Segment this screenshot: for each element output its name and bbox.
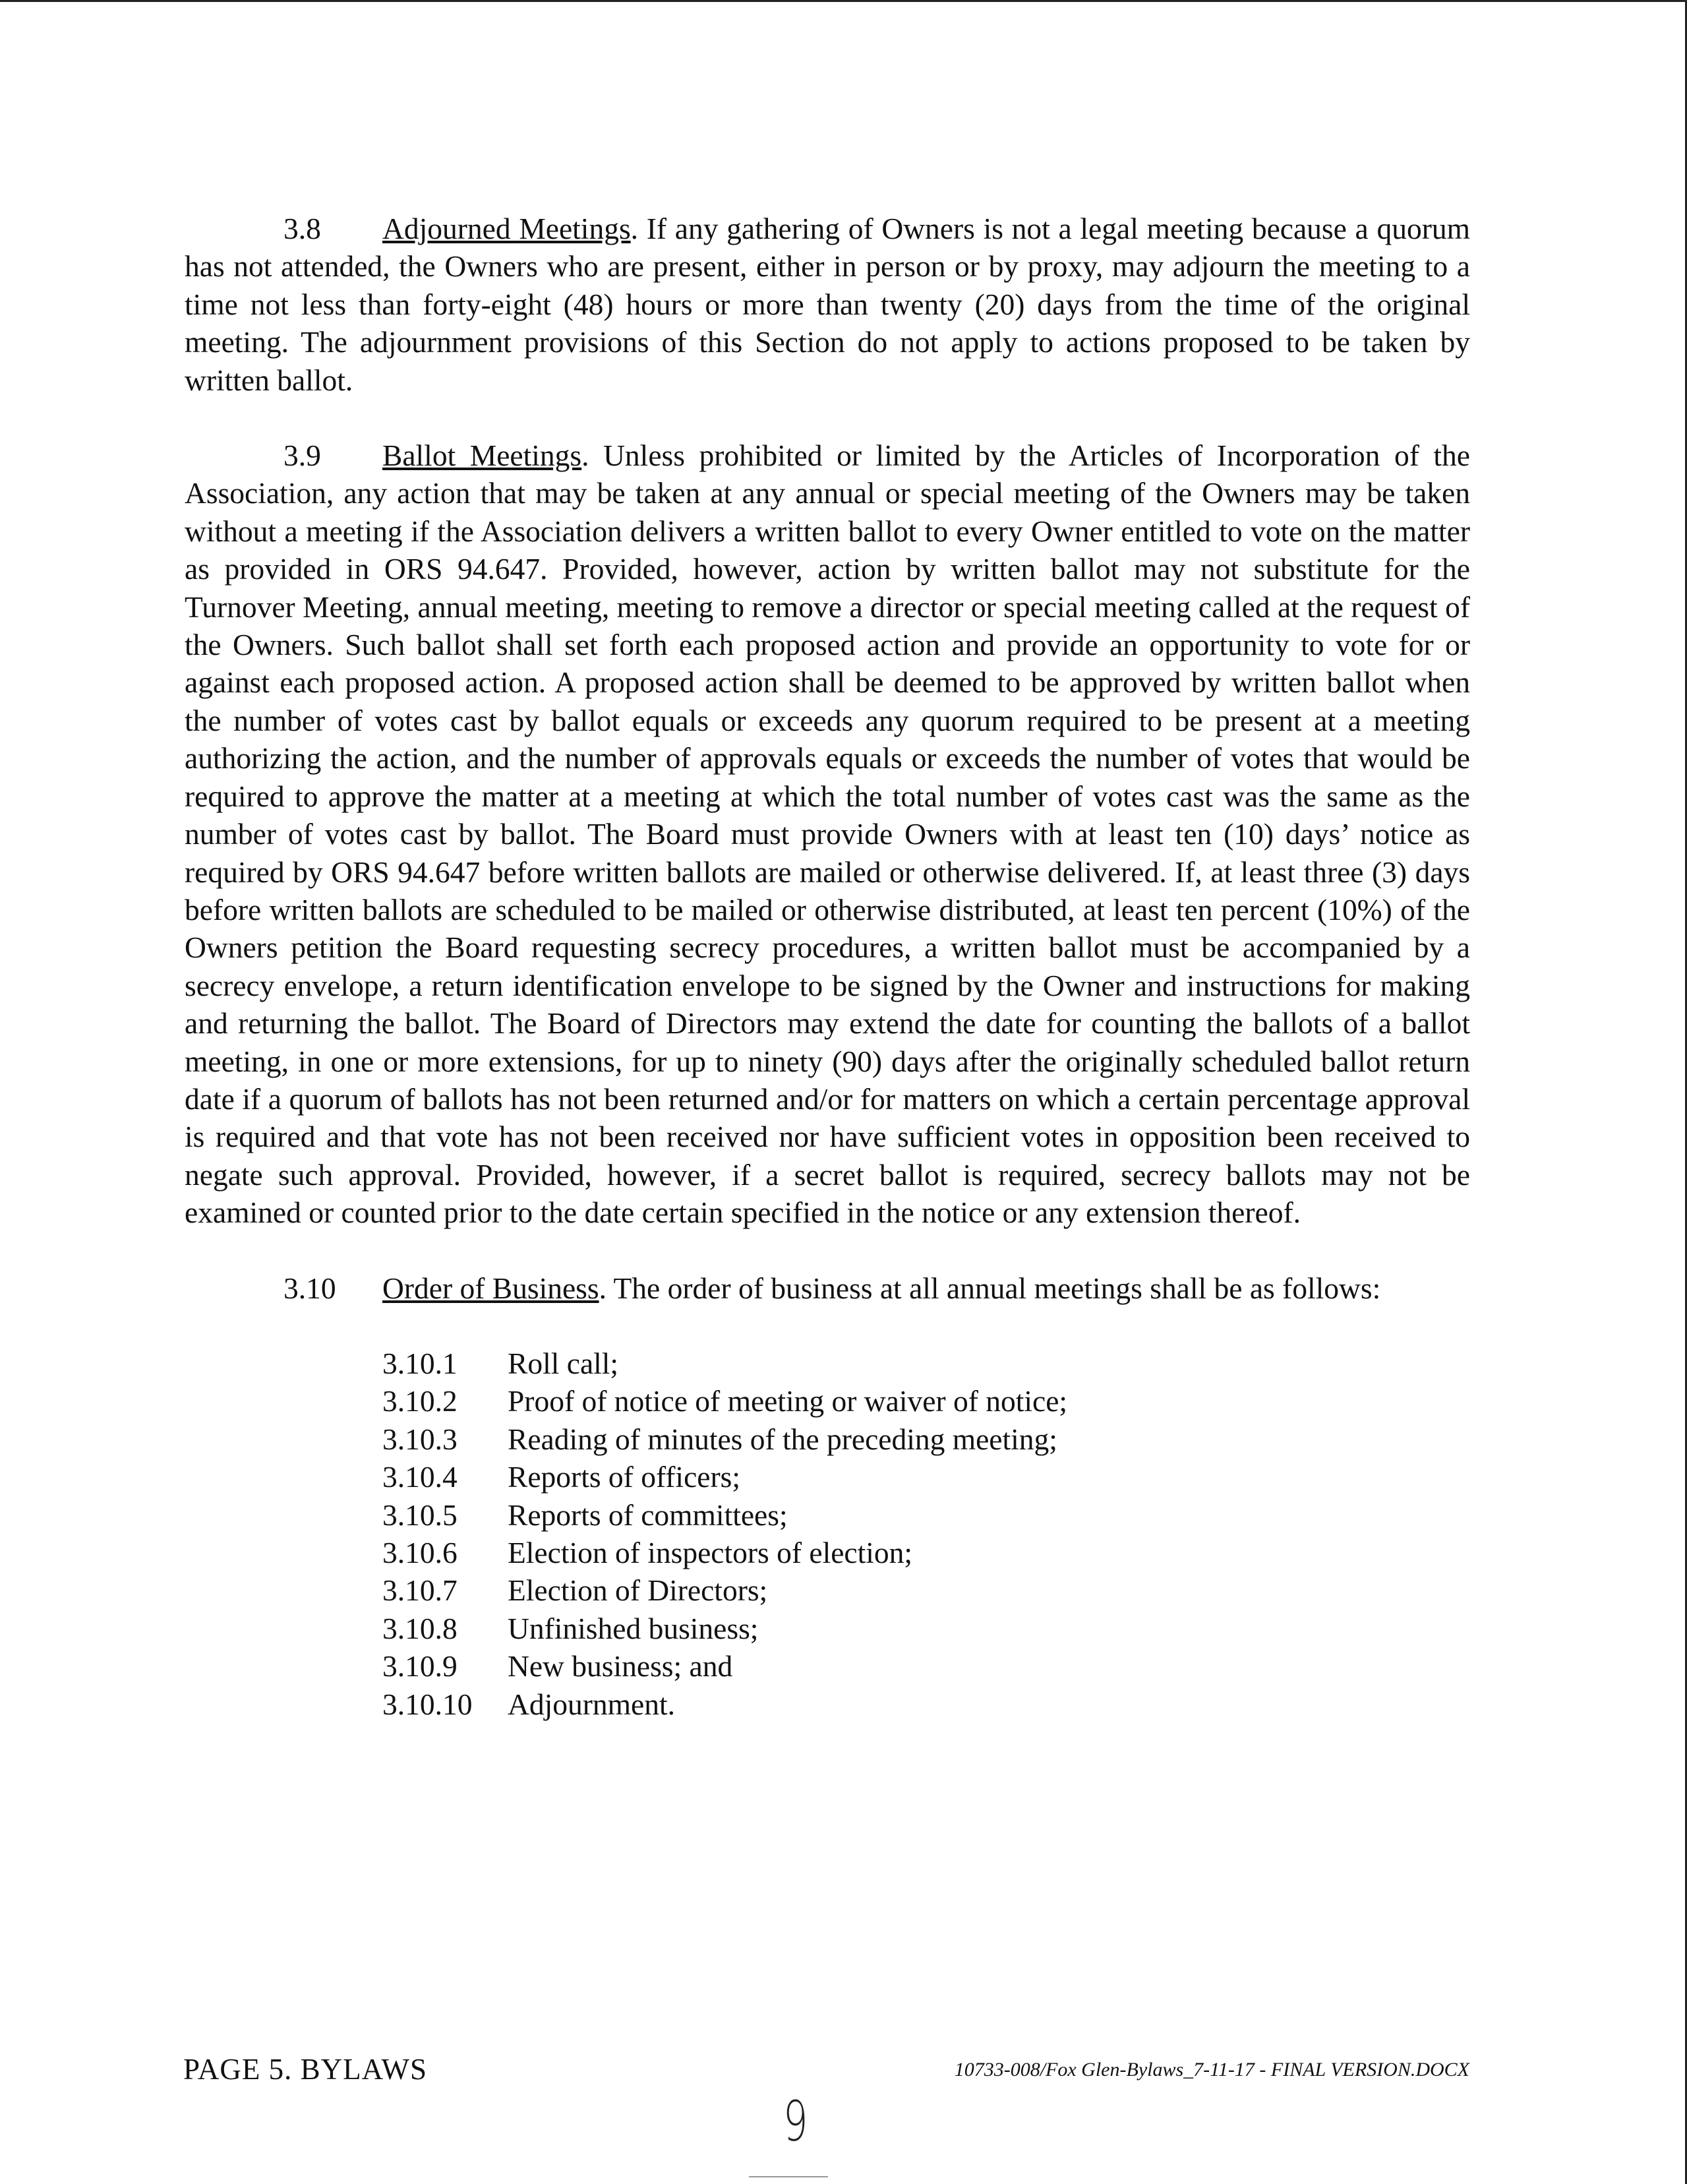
section-3-9 [185,437,1470,1232]
list-item: 3.10.3 Reading of minutes of the preceding meeting; [382,1422,1057,1456]
list-item: 3.10.9 New business; and [382,1649,733,1684]
section-body: . The order of business at all annual meetings shall be as follows: [599,1271,1381,1305]
section-title: Ballot Meetings [382,439,582,473]
list-item: 3.10.7 Election of Directors; [382,1573,768,1608]
list-item: 3.10.4 Reports of officers; [382,1460,740,1494]
document-body [185,210,1470,1723]
scan-mark [749,2176,828,2177]
list-item: 3.10.1 Roll call; [382,1346,619,1380]
section-title: Adjourned Meetings [382,212,631,245]
list-item: 3.10.8 Unfinished business; [382,1611,759,1645]
section-3-8 [185,210,1470,399]
order-of-business-list [185,1345,1470,1723]
section-body: . If any gathering of Owners is not a legal meeting because a quorum has not attended, the Owners who are present, either in person or by proxy, may adjourn the meeting to a time not less than forty-eight (48) hours or more than twenty (20) days from the time of the original meeting. The adjournment provisions of this Section do not apply to actions proposed to be taken by written ballot. [185,212,1470,397]
page-top-border [0,0,1687,2]
section-3-10 [185,1269,1470,1307]
handwritten-page-number: 9 [783,2089,808,2154]
section-number: 3.10 [283,1271,336,1305]
list-item: 3.10.2 Proof of notice of meeting or waiver of notice; [382,1384,1068,1418]
section-number: 3.8 [283,212,321,245]
list-item: 3.10.6 Election of inspectors of election; [382,1536,913,1569]
section-body: . Unless prohibited or limited by the Articles of Incorporation of the Association, any action that may be taken at any annual or special meeting of the Owners may be taken without a meeting if the Association delivers a written ballot to every Owner entitled to vote on the matter as provided in ORS 94.647. Provided, however, action by written ballot may not substitute for the Turnover Meeting, annual meeting, meeting to remove a director or special meeting called at the request of the Owners. Such ballot shall set forth each proposed action and provide an opportunity to vote for or against each proposed action. A proposed action shall be deemed to be approved by written ballot when the number of votes cast by ballot equals or exceeds any quorum required to be present at a meeting authorizing the action, and the number of approvals equals or exceeds the number of votes that would be required to approve the matter at a meeting at which the total number of votes cast was the same as the number of votes cast by ballot. The Board must provide Owners with at least ten (10) days’ notice as required by ORS 94.647 before written ballots are mailed or otherwise delivered. If, at least three (3) days before written ballots are scheduled to be mailed or otherwise distributed, at least ten percent (10%) of the Owners petition the Board requesting secrecy procedures, a written ballot must be accompanied by a secrecy envelope, a return identification envelope to be signed by the Owner and instructions for making and returning the ballot. The Board of Directors may extend the date for counting the ballots of a ballot meeting, in one or more extensions, for up to ninety (90) days after the originally scheduled ballot return date if a quorum of ballots has not been returned and/or for matters on which a certain percentage approval is required and that vote has not been received nor have sufficient votes in opposition been received to negate such approval. Provided, however, if a secret ballot is required, secrecy ballots may not be examined or counted prior to the date certain specified in the notice or any extension thereof. [185,439,1470,1230]
list-item: 3.10.5 Reports of committees; [382,1498,788,1532]
section-number: 3.9 [283,439,321,473]
list-item: 3.10.10 Adjournment. [382,1687,676,1721]
document-id: 10733-008/Fox Glen-Bylaws_7-11-17 - FINAL VERSION.DOCX [954,2059,1469,2080]
section-title: Order of Business [382,1271,599,1305]
page-label: PAGE 5. BYLAWS [183,2053,428,2086]
